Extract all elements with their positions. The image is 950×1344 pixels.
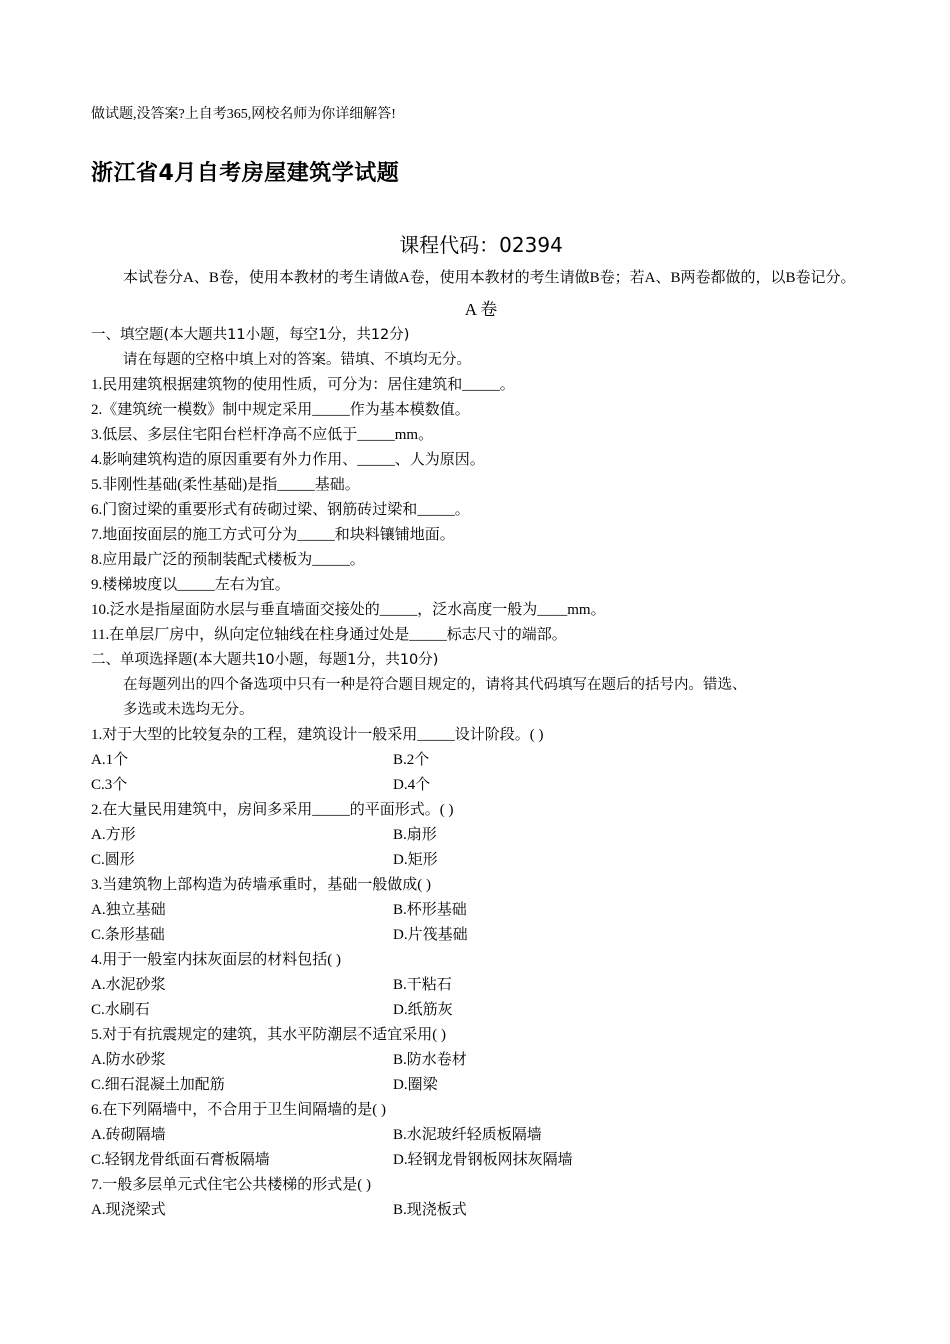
option-c: C.细石混凝土加配筋 [91,1077,225,1093]
question-stem: 6.在下列隔墙中，不合用于卫生间隔墙的是( ) [91,1102,386,1118]
choice-question [91,948,871,1023]
option-a: A.水泥砂浆 [91,977,166,993]
option-row [91,1148,871,1173]
fill-blank-question: 3.低层、多层住宅阳台栏杆净高不应低于_____mm。 [91,427,434,443]
option-d: D.轻钢龙骨钢板网抹灰隔墙 [393,1152,573,1168]
section2-instruction: 在每题列出的四个备选项中只有一种是符合题目规定的，请将其代码填写在题后的括号内。错选、 [123,677,747,693]
option-row [91,898,871,923]
option-d: D.片筏基础 [393,927,468,943]
question-stem: 5.对于有抗震规定的建筑，其水平防潮层不适宜采用( ) [91,1027,446,1043]
fill-blank-question: 1.民用建筑根据建筑物的使用性质，可分为：居住建筑和_____。 [91,377,515,393]
option-a: A.现浇梁式 [91,1202,166,1218]
choice-question [91,1098,871,1173]
fill-blank-question: 2.《建筑统一模数》制中规定采用_____作为基本模数值。 [91,402,470,418]
option-b: B.现浇板式 [393,1202,467,1218]
option-row [91,848,871,873]
choice-question [91,723,871,798]
option-row [91,1123,871,1148]
option-row [91,748,871,773]
section2-instruction-cont: 多选或未选均无分。 [123,702,254,718]
option-a: A.砖砌隔墙 [91,1127,166,1143]
option-b: B.水泥玻纤轻质板隔墙 [393,1127,542,1143]
option-c: C.条形基础 [91,927,165,943]
option-a: A.方形 [91,827,136,843]
volume-label: A 卷 [464,300,498,319]
choice-question [91,1023,871,1098]
fill-blank-question: 9.楼梯坡度以_____左右为宜。 [91,577,290,593]
fill-blank-question: 4.影响建筑构造的原因重要有外力作用、_____、人为原因。 [91,452,485,468]
exam-body [91,266,871,1223]
fill-blank-question: 7.地面按面层的施工方式可分为_____和块料镶铺地面。 [91,527,455,543]
course-code: 课程代码：02394 [399,233,563,257]
option-row [91,823,871,848]
fill-blank-question: 5.非刚性基础(柔性基础)是指_____基础。 [91,477,360,493]
option-a: A.独立基础 [91,902,166,918]
option-d: D.圈梁 [393,1077,438,1093]
option-b: B.杯形基础 [393,902,467,918]
fill-blank-question: 11.在单层厂房中，纵向定位轴线在柱身通过处是_____标志尺寸的端部。 [91,627,567,643]
section2-heading: 二、单项选择题(本大题共10小题，每题1分，共10分) [91,652,439,668]
option-a: A.防水砂浆 [91,1052,166,1068]
option-c: C.3个 [91,777,128,793]
fill-blank-list [91,373,871,648]
choice-question [91,1173,871,1223]
option-d: D.4个 [393,777,431,793]
option-row [91,773,871,798]
question-stem: 7.一般多层单元式住宅公共楼梯的形式是( ) [91,1177,371,1193]
section1-instruction: 请在每题的空格中填上对的答案。错填、不填均无分。 [123,352,471,368]
option-b: B.干粘石 [393,977,452,993]
intro-paragraph: 本试卷分A、B卷，使用本教材的考生请做A卷，使用本教材的考生请做B卷；若A、B两卷都做的，以B卷记分。 [123,270,856,286]
question-stem: 4.用于一般室内抹灰面层的材料包括( ) [91,952,341,968]
fill-blank-question: 6.门窗过梁的重要形式有砖砌过梁、钢筋砖过梁和_____。 [91,502,470,518]
option-row [91,1048,871,1073]
option-a: A.1个 [91,752,129,768]
option-row [91,1198,871,1223]
fill-blank-question: 8.应用最广泛的预制装配式楼板为_____。 [91,552,365,568]
header-note: 做试题,没答案?上自考365,网校名师为你详细解答! [91,107,396,122]
option-c: C.轻钢龙骨纸面石膏板隔墙 [91,1152,270,1168]
question-stem: 3.当建筑物上部构造为砖墙承重时，基础一般做成( ) [91,877,431,893]
option-b: B.扇形 [393,827,437,843]
choice-question [91,798,871,873]
option-row [91,923,871,948]
page-title: 浙江省4月自考房屋建筑学试题 [91,161,400,186]
question-stem: 1.对于大型的比较复杂的工程，建筑设计一般采用_____设计阶段。( ) [91,727,544,743]
section1-heading: 一、填空题(本大题共11小题，每空1分，共12分) [91,327,410,343]
fill-blank-question: 10.泛水是指屋面防水层与垂直墙面交接处的_____，泛水高度一般为____mm。 [91,602,606,618]
option-b: B.2个 [393,752,430,768]
option-d: D.纸筋灰 [393,1002,453,1018]
option-c: C.水刷石 [91,1002,150,1018]
option-row [91,998,871,1023]
option-row [91,1073,871,1098]
option-d: D.矩形 [393,852,438,868]
option-b: B.防水卷材 [393,1052,467,1068]
choice-question [91,873,871,948]
option-c: C.圆形 [91,852,135,868]
question-stem: 2.在大量民用建筑中，房间多采用_____的平面形式。( ) [91,802,454,818]
option-row [91,973,871,998]
